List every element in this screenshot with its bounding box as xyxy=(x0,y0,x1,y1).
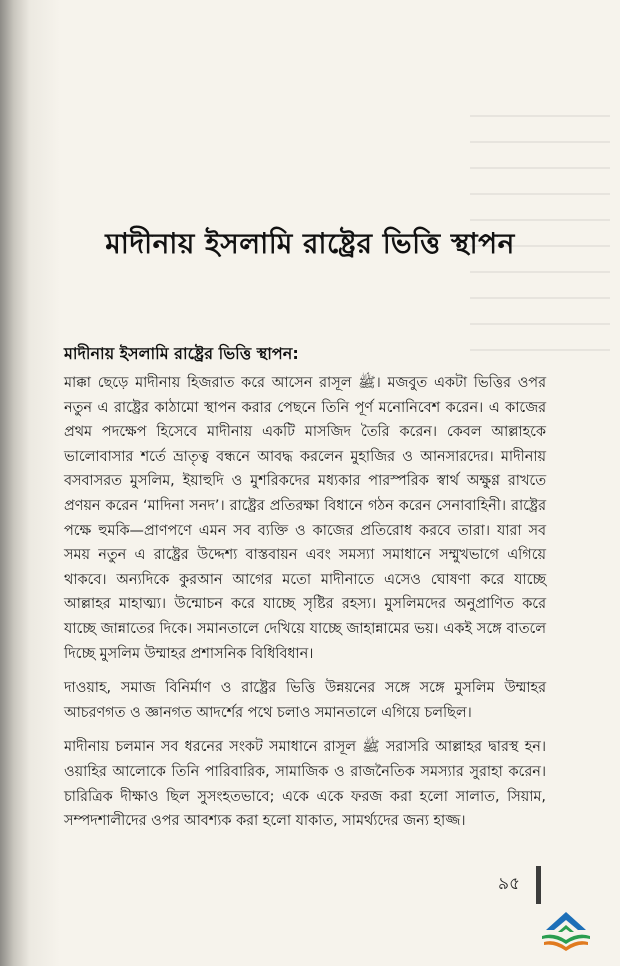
paragraph: মাদীনায় চলমান সব ধরনের সংকট সমাধানে রাসূল ﷺ সরাসরি আল্লাহর দ্বারস্থ হন। ওয়াহির আলোকে তিনি পারিবারিক, সামাজিক ও রাজনৈতিক সমস্যার সুরাহা করেন। চারিত্রিক দীক্ষাও ছিল সুসংহতভাবে; একে একে ফরজ করা হলো সালাত, সিয়াম, সম্পদশালীদের ওপর আবশ্যক করা হলো যাকাত, সামর্থ্যদের জন্য হাজ্জ। xyxy=(64,739,546,830)
paragraph: দাওয়াহ, সমাজ বিনির্মাণ ও রাষ্ট্রের ভিত্তি উন্নয়নের সঙ্গে সঙ্গে মুসলিম উম্মাহর আচরণগত ও জ্ঞানগত আদর্শের পথে চলাও সমানতালে এগিয়ে চলছিল। xyxy=(64,680,546,721)
page-number-bar xyxy=(536,866,541,904)
paragraph: মাক্কা ছেড়ে মাদীনায় হিজরাত করে আসেন রাসূল ﷺ। মজবুত একটা ভিত্তির ওপর নতুন এ রাষ্ট্রের কাঠামো স্থাপন করার পেছনে তিনি পূর্ণ মনোনিবেশ করেন। এ কাজের প্রথম পদক্ষেপ হিসেবে মাদীনায় একটি মাসজিদ তৈরি করেন। কেবল আল্লাহকে ভালোবাসার শর্তে ভ্রাতৃত্ব বন্ধনে আবদ্ধ করলেন মুহাজির ও আনসারদের। মাদীনায় বসবাসরত মুসলিম, ইয়াহুদি ও মুশরিকদের মধ্যকার পারস্পরিক স্বার্থ অক্ষুণ্ণ রাখতে প্রণয়ন করেন ‘মাদিনা সনদ’। রাষ্ট্রের প্রতিরক্ষা বিধানে গঠন করেন সেনাবাহিনী। রাষ্ট্রের পক্ষে হুমকি—প্রাণপণে এমন সব ব্যক্তি ও কাজের প্রতিরোধ করবে তারা। যারা সব সময় নতুন এ রাষ্ট্রের উদ্দেশ্য বাস্তবায়ন এবং সমস্যা সমাধানে সম্মুখভাগে এগিয়ে থাকবে। অন্যদিকে কুরআন আগের মতো মাদীনাতে এসেও ঘোষণা করে যাচ্ছে আল্লাহর মাহাত্ম্য। উন্মোচন করে যাচ্ছে সৃষ্টির রহস্য। মুসলিমদের অনুপ্রাণিত করে যাচ্ছে জান্নাতের দিকে। সমানতালে দেখিয়ে যাচ্ছে জাহান্নামের ভয়। একই সঙ্গে বাতলে দিচ্ছে মুসলিম উম্মাহর প্রশাসনিক বিধিবিধান। xyxy=(64,375,546,662)
page-number: ৯৫ xyxy=(497,874,520,894)
body-text xyxy=(64,371,546,844)
book-emblem-icon xyxy=(536,908,596,958)
section-heading: মাদীনায় ইসলামি রাষ্ট্রের ভিত্তি স্থাপন: xyxy=(64,344,299,363)
chapter-title: মাদীনায় ইসলামি রাষ্ট্রের ভিত্তি স্থাপন xyxy=(105,227,515,260)
